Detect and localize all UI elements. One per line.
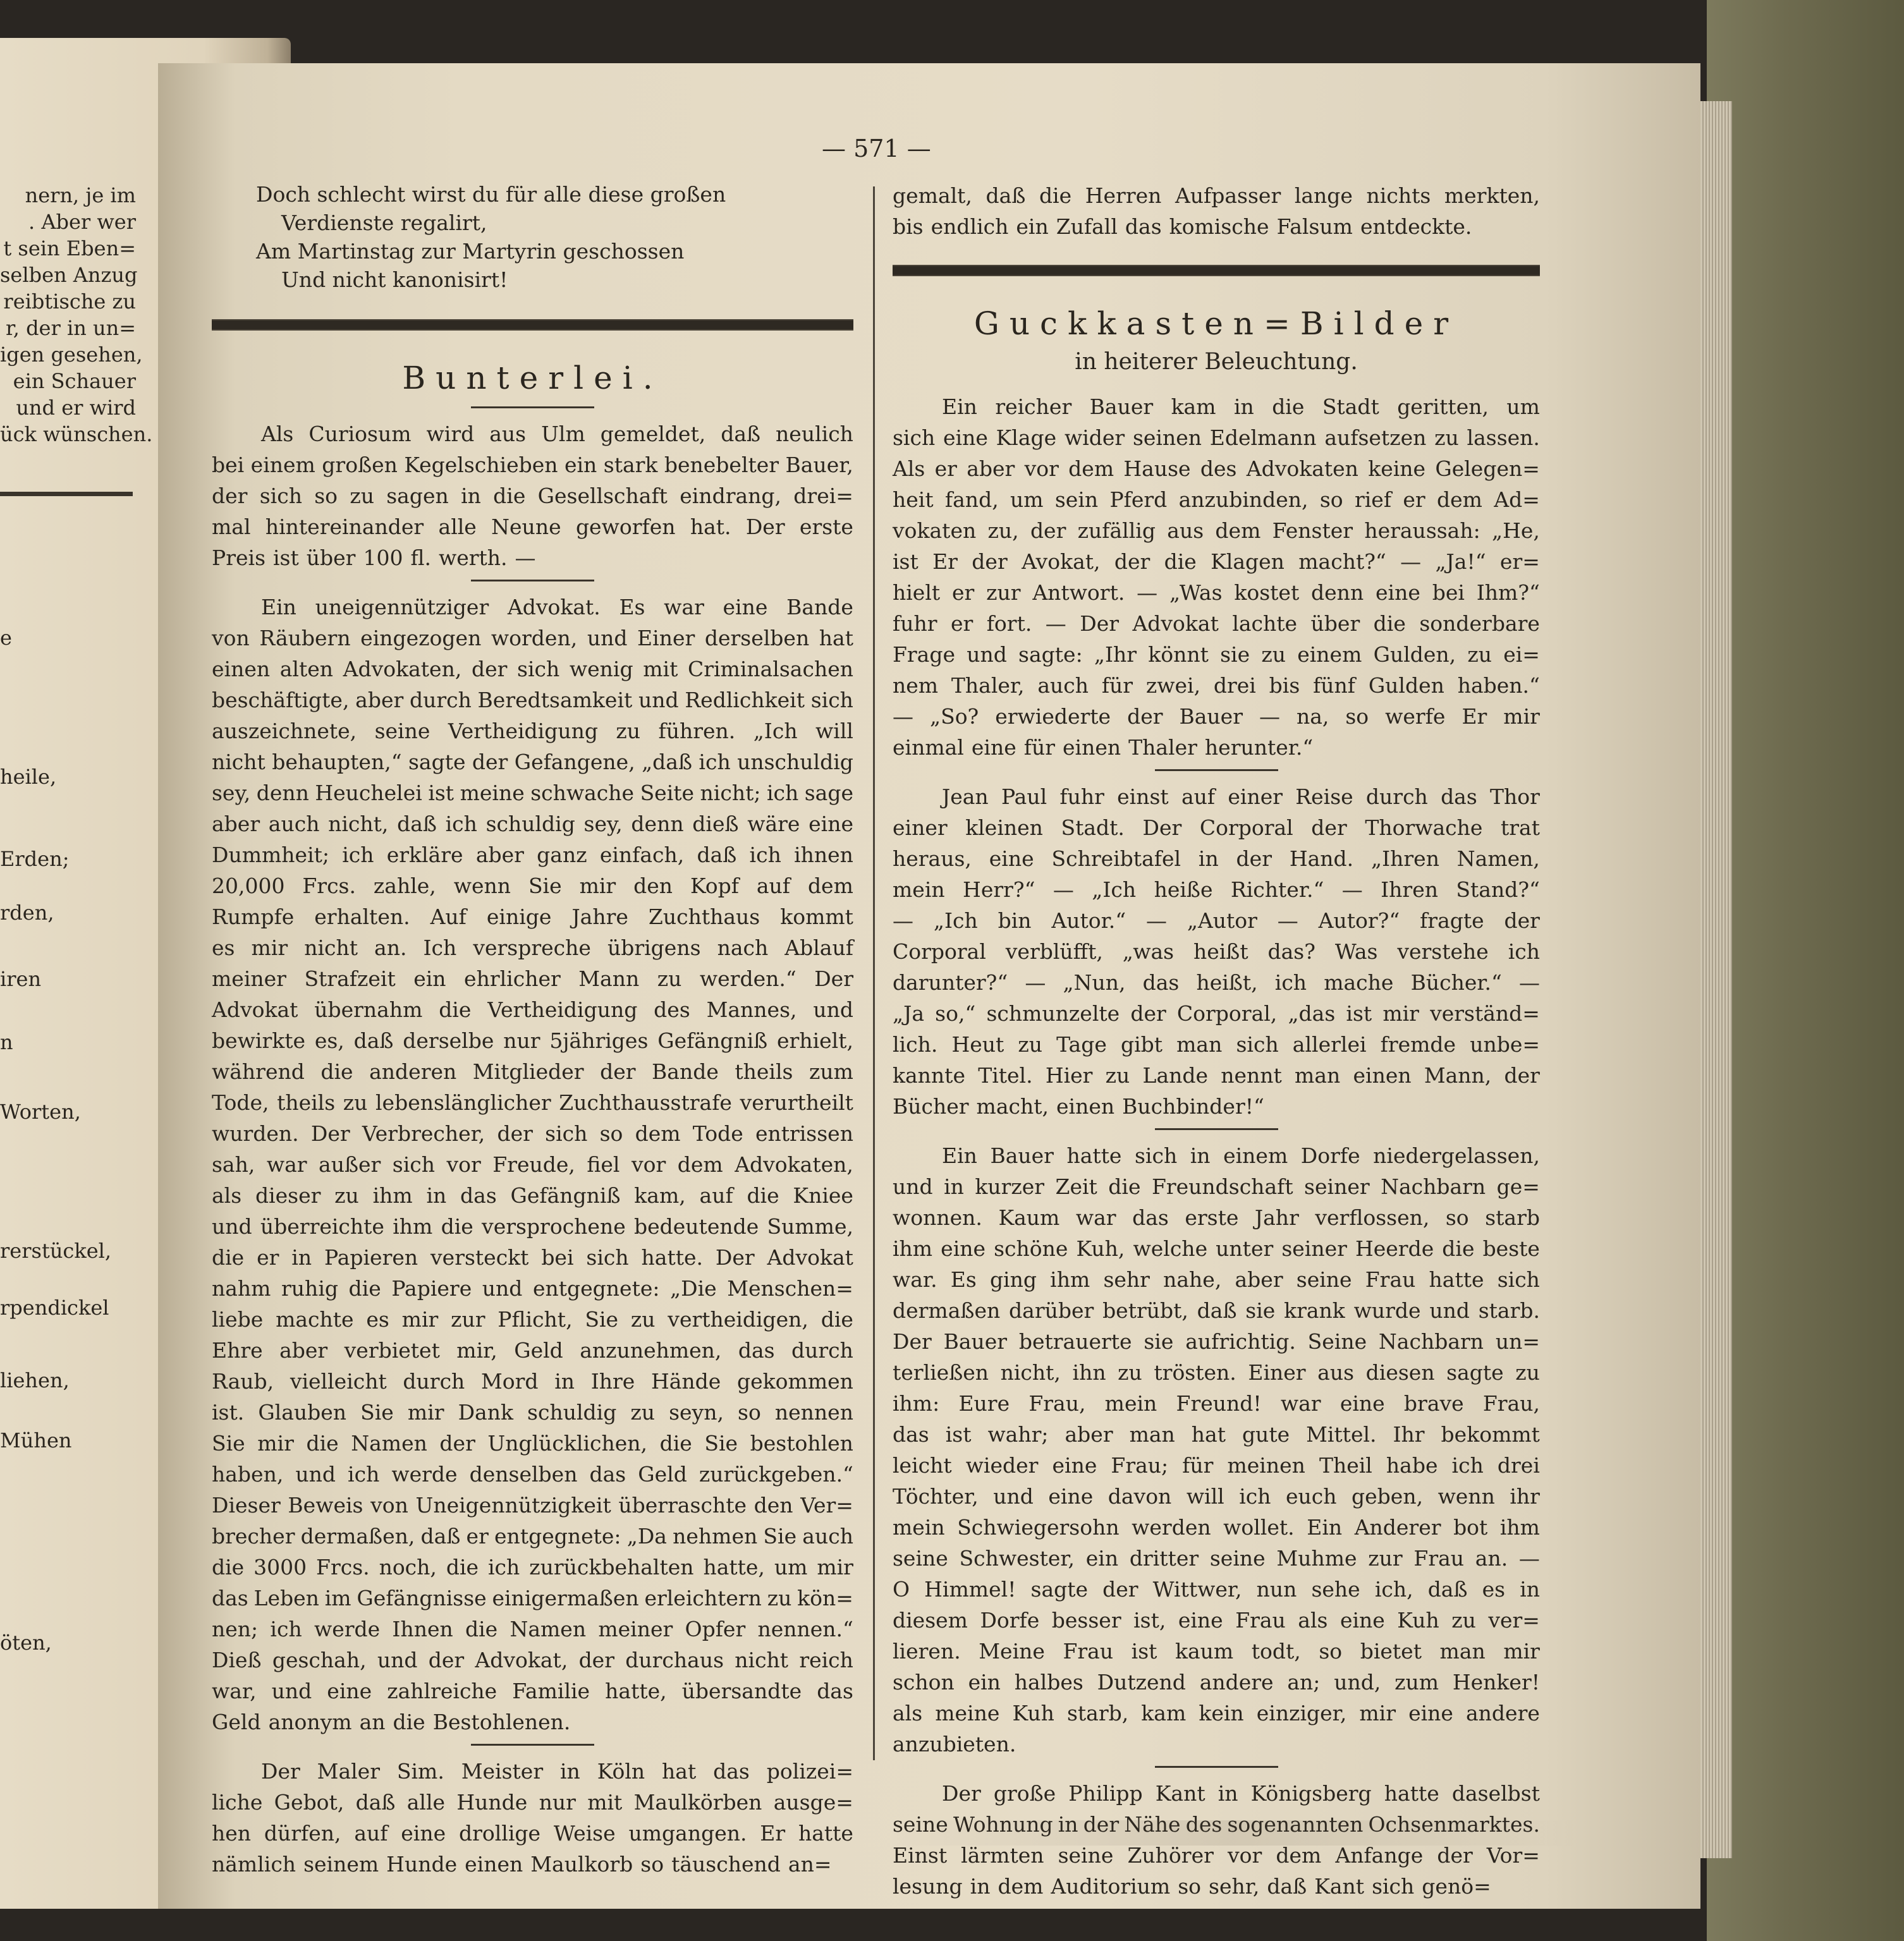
left-fragment-line: . Aber wer: [28, 210, 136, 234]
text-line: haben, und ich werde denselben das Geld zurückgeben.“: [212, 1462, 853, 1487]
text-line: meiner Strafzeit ein ehrlicher Mann zu werden.“ Der: [212, 966, 853, 991]
paragraph-maler: [212, 1756, 853, 1880]
text-line: sich eine Klage wider seinen Edelmann aufsetzen zu lassen.: [893, 425, 1540, 450]
text-line: als dieser zu ihm in das Gefängniß kam, auf die Kniee: [212, 1183, 853, 1208]
text-line: vokaten zu, der zufällig aus dem Fenster heraussah: „He,: [893, 518, 1540, 543]
text-line: und in kurzer Zeit die Freundschaft seiner Nachbarn ge=: [893, 1174, 1540, 1199]
text-line: Bücher macht, einen Buchbinder!“: [893, 1094, 1264, 1119]
text-line: Der Bauer betrauerte sie aufrichtig. Seine Nachbarn un=: [893, 1329, 1540, 1354]
text-line: die 3000 Frcs. noch, die ich zurückbehalten hatte, um mir: [212, 1555, 853, 1579]
text-line: Tode, theils zu lebenslänglicher Zuchthausstrafe verurtheilt: [212, 1090, 853, 1115]
text-line: Preis ist über 100 fl. werth. —: [212, 545, 536, 570]
text-line: gemalt, daß die Herren Aufpasser lange nichts merkten,: [893, 183, 1540, 208]
text-line: Als Curiosum wird aus Ulm gemeldet, daß neulich: [261, 422, 853, 446]
text-line: ihm: Eure Frau, mein Freund! war eine brave Frau,: [893, 1391, 1540, 1416]
text-line: lieren. Meine Frau ist kaum todt, so bietet man mir: [893, 1639, 1540, 1664]
left-fragment-line: t sein Eben=: [3, 236, 136, 260]
short-rule: [1155, 1766, 1278, 1768]
text-line: ist. Glauben Sie mir Dank schuldig zu seyn, so nennen: [212, 1400, 853, 1425]
text-line: ihm eine schöne Kuh, welche unter seiner Heerde die beste: [893, 1236, 1540, 1261]
left-fragment-line: n: [0, 1030, 13, 1054]
text-line: sah, war außer sich vor Freude, fiel vor dem Advokaten,: [212, 1152, 853, 1177]
text-line: einer kleinen Stadt. Der Corporal der Thorwache trat: [893, 815, 1540, 840]
text-line: Frage und sagte: „Ihr könnt sie zu einem Gulden, zu ei=: [893, 642, 1540, 667]
text-line: brecher dermaßen, daß er entgegnete: „Da nehmen Sie auch: [212, 1524, 853, 1549]
paragraph-bauer-kuh: [893, 1140, 1540, 1760]
left-fragment-line: rerstückel,: [0, 1239, 112, 1263]
paragraph-bauer-klage: [893, 391, 1540, 763]
text-line: Einst lärmten seine Zuhörer vor dem Anfange der Vor=: [893, 1843, 1540, 1868]
left-fragment-line: liehen,: [0, 1368, 70, 1392]
text-line: von Räubern eingezogen worden, und Einer derselben hat: [212, 626, 853, 650]
text-line: Dummheit; ich erkläre aber ganz einfach, daß ich ihnen: [212, 843, 853, 867]
text-line: seine Wohnung in der Nähe des sogenannten Ochsenmarktes.: [893, 1812, 1540, 1837]
text-line: Dieß geschah, und der Advokat, der durchaus nicht reich: [212, 1648, 853, 1672]
text-line: Raub, vielleicht durch Mord in Ihre Hände gekommen: [212, 1369, 853, 1394]
text-line: war. Es ging ihm sehr nahe, aber seine Frau hatte sich: [893, 1267, 1540, 1292]
text-line: — „So? erwiederte der Bauer — na, so werfe Er mir: [893, 704, 1540, 729]
section-rule: [212, 319, 853, 331]
text-line: es mir nicht an. Ich verspreche übrigens nach Ablauf: [212, 935, 853, 960]
left-fragment-line: rden,: [0, 901, 54, 925]
verse-line: Am Martinstag zur Martyrin geschossen: [256, 239, 685, 264]
paragraph-intro: [893, 180, 1540, 242]
left-fragment-line: ein Schauer: [13, 369, 136, 393]
text-line: mal hintereinander alle Neune geworfen hat. Der erste: [212, 514, 853, 539]
text-line: kannte Titel. Hier zu Lande nennt man einen Mann, der: [893, 1063, 1540, 1088]
text-line: Ein Bauer hatte sich in einem Dorfe niedergelassen,: [942, 1143, 1540, 1168]
text-line: bewirkte es, daß derselbe nur 5jähriges Gefängniß erhielt,: [212, 1028, 853, 1053]
left-fragment-line: r, der in un=: [5, 316, 136, 340]
text-line: dermaßen darüber betrübt, daß sie krank wurde und starb.: [893, 1298, 1540, 1323]
text-line: sey, denn Heuchelei ist meine schwache Seite nicht; ich sage: [212, 781, 853, 805]
paragraph-advokat: [212, 592, 853, 1737]
left-fragment-line: und er wird: [16, 396, 136, 420]
paragraph-jean-paul: [893, 781, 1540, 1122]
text-line: Jean Paul fuhr einst auf einer Reise durch das Thor: [942, 784, 1540, 809]
text-line: beschäftigte, aber durch Beredtsamkeit und Redlichkeit sich: [212, 688, 853, 712]
text-line: war, und eine zahlreiche Familie hatte, übersandte das: [212, 1679, 853, 1703]
left-fragment-line: öten,: [0, 1631, 52, 1655]
text-line: und überreichte ihm die versprochene bedeutende Summe,: [212, 1214, 853, 1239]
text-line: ist Er der Avokat, der die Klagen macht?“ — „Ja!“ er=: [893, 549, 1540, 574]
left-fragment-line: e: [0, 626, 12, 650]
text-line: terließen nicht, ihn zu trösten. Einer aus diesen sagte zu: [893, 1360, 1540, 1385]
text-line: wonnen. Kaum war das erste Jahr verflossen, so starb: [893, 1205, 1540, 1230]
faded-footer-bleedthrough: [885, 1820, 1580, 1846]
text-line: aber auch nicht, daß ich schuldig sey, denn dieß wäre eine: [212, 812, 853, 836]
left-fragment-line: nern, je im: [25, 183, 136, 207]
paragraph-curiosum: [212, 418, 853, 573]
left-column: [212, 180, 853, 1880]
text-line: darunter?“ — „Nun, das heißt, ich mache Bücher.“ —: [893, 970, 1540, 995]
text-line: schon ein halbes Dutzend andere an; und, zum Henker!: [893, 1670, 1540, 1695]
text-line: Der Maler Sim. Meister in Köln hat das polizei=: [261, 1759, 853, 1784]
left-fragment-line: rpendickel: [0, 1296, 109, 1320]
text-line: leicht wieder eine Frau; für meinen Theil habe ich drei: [893, 1453, 1540, 1478]
left-fragment-rule: [0, 492, 133, 496]
short-rule: [471, 580, 594, 581]
text-line: 20,000 Frcs. zahle, wenn Sie mir den Kopf auf dem: [212, 873, 853, 898]
text-line: die er in Papieren versteckt bei sich hatte. Der Advokat: [212, 1245, 853, 1270]
text-line: hen dürfen, auf eine drollige Weise umgangen. Er hatte: [212, 1821, 853, 1846]
verse-line: Verdienste regalirt,: [281, 210, 487, 235]
text-line: nem Thaler, auch für zwei, drei bis fünf Gulden haben.“: [893, 673, 1540, 698]
text-line: liche Gebot, daß alle Hunde nur mit Maulkörben ausge=: [212, 1790, 853, 1815]
text-line: Der große Philipp Kant in Königsberg hatte daselbst: [942, 1781, 1540, 1806]
text-line: anzubieten.: [893, 1732, 1016, 1756]
text-line: einen alten Advokaten, der sich wenig mit Criminalsachen: [212, 657, 853, 681]
text-line: hielt er zur Antwort. — „Was kostet denn eine bei Ihm?“: [893, 580, 1540, 605]
text-line: Advokat übernahm die Vertheidigung des Mannes, und: [212, 997, 853, 1022]
section-heading: Guckkasten=Bilder: [973, 305, 1459, 342]
text-line: bei einem großen Kegelschieben ein stark benebelter Bauer,: [212, 453, 853, 477]
short-rule: [471, 1744, 594, 1746]
left-fragment-line: heile,: [0, 765, 57, 789]
text-line: Corporal verblüfft, „was heißt das? Was verstehe ich: [893, 939, 1540, 964]
text-line: bis endlich ein Zufall das komische Falsum entdeckte.: [893, 214, 1472, 239]
text-line: Rumpfe erhalten. Auf einige Jahre Zuchthaus kommt: [212, 904, 853, 929]
left-fragment-line: Erden;: [0, 847, 70, 871]
left-fragment-line: igen gesehen,: [0, 343, 143, 367]
book-cover-edge: [1707, 0, 1904, 1941]
text-line: einmal eine für einen Thaler herunter.“: [893, 735, 1314, 760]
text-line: als meine Kuh starb, kam kein einziger, mir eine andere: [893, 1701, 1540, 1725]
short-rule: [1155, 1128, 1278, 1130]
text-line: liebe machte es mir zur Pflicht, Sie zu vertheidigen, die: [212, 1307, 853, 1332]
left-fragment-line: Worten,: [0, 1100, 81, 1124]
text-line: heraus, eine Schreibtafel in der Hand. „Ihren Namen,: [893, 846, 1540, 871]
text-line: Als er aber vor dem Hause des Advokaten keine Gelegen=: [893, 456, 1540, 481]
text-line: lesung in dem Auditorium so sehr, daß Kant sich genö=: [893, 1874, 1491, 1899]
text-line: Ein reicher Bauer kam in die Stadt geritten, um: [942, 394, 1540, 419]
text-line: lich. Heut zu Tage gibt man sich allerlei fremde unbe=: [893, 1032, 1540, 1057]
text-line: fuhr er fort. — Der Advokat lachte über die sonderbare: [893, 611, 1540, 636]
text-line: mein Schwiegersohn werden wollet. Ein Anderer bot ihm: [893, 1515, 1540, 1540]
text-line: nicht behaupten,“ sagte der Gefangene, „daß ich unschuldig: [212, 750, 853, 774]
page-number: — 571 —: [822, 135, 931, 162]
text-line: das ist wahr; aber man hat gute Mittel. Ihr bekommt: [893, 1422, 1540, 1447]
short-rule: [1155, 769, 1278, 771]
text-line: Töchter, und eine davon will ich euch geben, wenn ihr: [893, 1484, 1540, 1509]
left-fragment-line: reibtische zu: [3, 289, 136, 313]
text-line: O Himmel! sagte der Wittwer, nun sehe ich, daß es in: [893, 1577, 1540, 1602]
right-column: [893, 180, 1540, 1902]
short-rule: [471, 406, 594, 408]
section-rule: [893, 265, 1540, 276]
text-line: nämlich seinem Hunde einen Maulkorb so täuschend an=: [212, 1852, 832, 1877]
text-line: heit fand, um sein Pferd anzubinden, so rief er dem Ad=: [893, 487, 1540, 512]
text-line: nahm ruhig die Papiere und entgegnete: „Die Menschen=: [212, 1276, 853, 1301]
text-line: das Leben im Gefängnisse einigermaßen erleichtern zu kön=: [212, 1586, 853, 1610]
text-line: auszeichnete, seine Vertheidigung zu führen. „Ich will: [212, 719, 853, 743]
text-line: wurden. Der Verbrecher, der sich so dem Tode entrissen: [212, 1121, 853, 1146]
text-line: der sich so zu sagen in die Gesellschaft eindrang, drei=: [212, 484, 853, 508]
left-fragment-line: ück wünschen.: [0, 422, 153, 446]
section-subheading: in heiterer Beleuchtung.: [1075, 349, 1358, 375]
text-line: „Ja so,“ schmunzelte der Corporal, „das ist mir verständ=: [893, 1001, 1540, 1026]
text-line: diesem Dorfe besser ist, eine Frau als eine Kuh zu ver=: [893, 1608, 1540, 1633]
section-heading: Bunterlei.: [402, 360, 663, 396]
left-fragment-line: Mühen: [0, 1428, 72, 1452]
text-line: — „Ich bin Autor.“ — „Autor — Autor?“ fragte der: [893, 908, 1540, 933]
verse-line: Doch schlecht wirst du für alle diese großen: [256, 182, 726, 207]
left-fragment-line: iren: [0, 967, 42, 991]
text-line: seine Schwester, ein dritter seine Muhme zur Frau an. —: [893, 1546, 1540, 1571]
text-line: Dieser Beweis von Uneigennützigkeit überraschte den Ver=: [212, 1493, 853, 1518]
text-line: Ehre aber verbietet mir, Geld anzunehmen, das durch: [212, 1338, 853, 1363]
text-line: nen; ich werde Ihnen die Namen meiner Opfer nennen.“: [212, 1617, 853, 1641]
text-line: Sie mir die Namen der Unglücklichen, die Sie bestohlen: [212, 1431, 853, 1456]
text-line: während die anderen Mitglieder der Bande theils zum: [212, 1059, 853, 1084]
text-line: mein Herr?“ — „Ich heiße Richter.“ — Ihren Stand?“: [893, 877, 1540, 902]
text-line: Geld anonym an die Bestohlenen.: [212, 1710, 571, 1734]
verse-line: Und nicht kanonisirt!: [281, 267, 508, 292]
column-divider: [873, 186, 875, 1760]
text-line: Ein uneigennütziger Advokat. Es war eine Bande: [261, 595, 853, 619]
left-fragment-line: selben Anzug: [0, 263, 138, 287]
